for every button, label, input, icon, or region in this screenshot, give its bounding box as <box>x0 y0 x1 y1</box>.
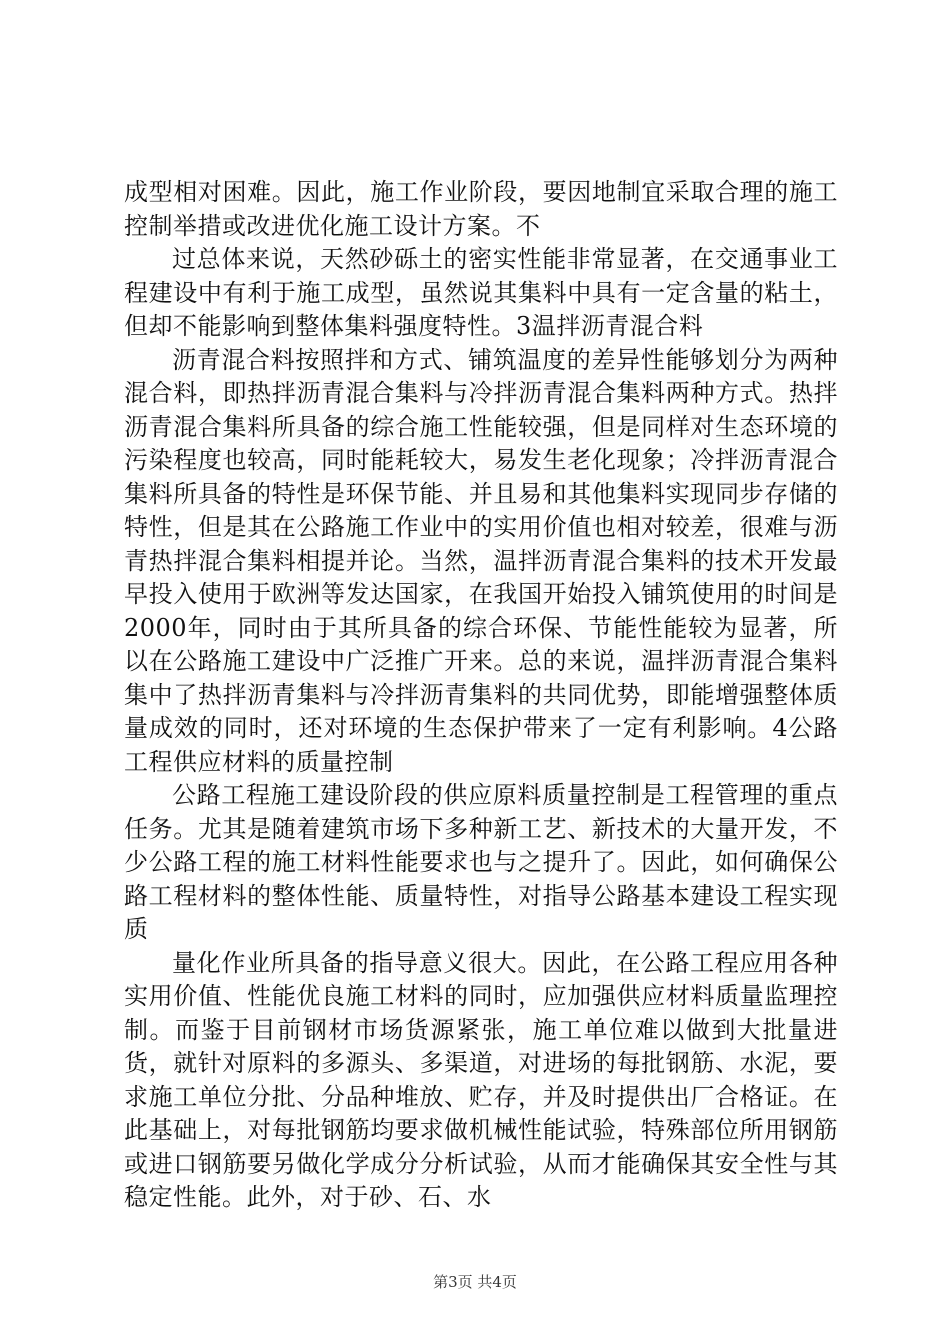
paragraph-supervision-control: 量化作业所具备的指导意义很大。因此，在公路工程应用各种实用价值、性能优良施工材料的同时，应加强供应材料质量监理控制。而鉴于目前钢材市场货源紧张，施工单位难以做到大批量进货，就针对原料的多源头、多渠道，对进场的每批钢筋、水泥，要求施工单位分批、分品种堆放、贮存，并及时提供出厂合格证。在此基础上，对每批钢筋均要求做机械性能试验，特殊部位所用钢筋或进口钢筋要另做化学成分分析试验，从而才能确保其安全性与其稳定性能。此外，对于砂、石、水 <box>124 948 838 1211</box>
paragraph-warm-mix-asphalt: 沥青混合料按照拌和方式、铺筑温度的差异性能够划分为两种混合料，即热拌沥青混合集料与冷拌沥青混合集料两种方式。热拌沥青混合集料所具备的综合施工性能较强，但是同样对生态环境的污染程度也较高，同时能耗较大，易发生老化现象；冷拌沥青混合集料所具备的特性是环保节能、并且易和其他集料实现同步存储的特性，但是其在公路施工作业中的实用价值也相对较差，很难与沥青热拌混合集料相提并论。当然，温拌沥青混合集料的技术开发最早投入使用于欧洲等发达国家，在我国开始投入铺筑使用的时间是2000年，同时由于其所具备的综合环保、节能性能较为显著，所以在公路施工建设中广泛推广开来。总的来说，温拌沥青混合集料集中了热拌沥青集料与冷拌沥青集料的共同优势，即能增强整体质量成效的同时，还对环境的生态保护带来了一定有利影响。4公路工程供应材料的质量控制 <box>124 345 838 776</box>
paragraph-natural-gravel: 过总体来说，天然砂砾土的密实性能非常显著，在交通事业工程建设中有利于施工成型，虽然说其集料中具有一定含量的粘土，但却不能影响到整体集料强度特性。3温拌沥青混合料 <box>124 245 838 340</box>
paragraph-continued: 成型相对困难。因此，施工作业阶段，要因地制宜采取合理的施工控制举措或改进优化施工设计方案。不 <box>124 178 838 240</box>
paragraph-material-quality-control: 公路工程施工建设阶段的供应原料质量控制是工程管理的重点任务。尤其是随着建筑市场下多种新工艺、新技术的大量开发，不少公路工程的施工材料性能要求也与之提升了。因此，如何确保公路工程材料的整体性能、质量特性，对指导公路基本建设工程实现质 <box>124 781 838 943</box>
document-body <box>124 176 838 1215</box>
page-number-footer: 第3页 共4页 <box>433 1273 517 1291</box>
